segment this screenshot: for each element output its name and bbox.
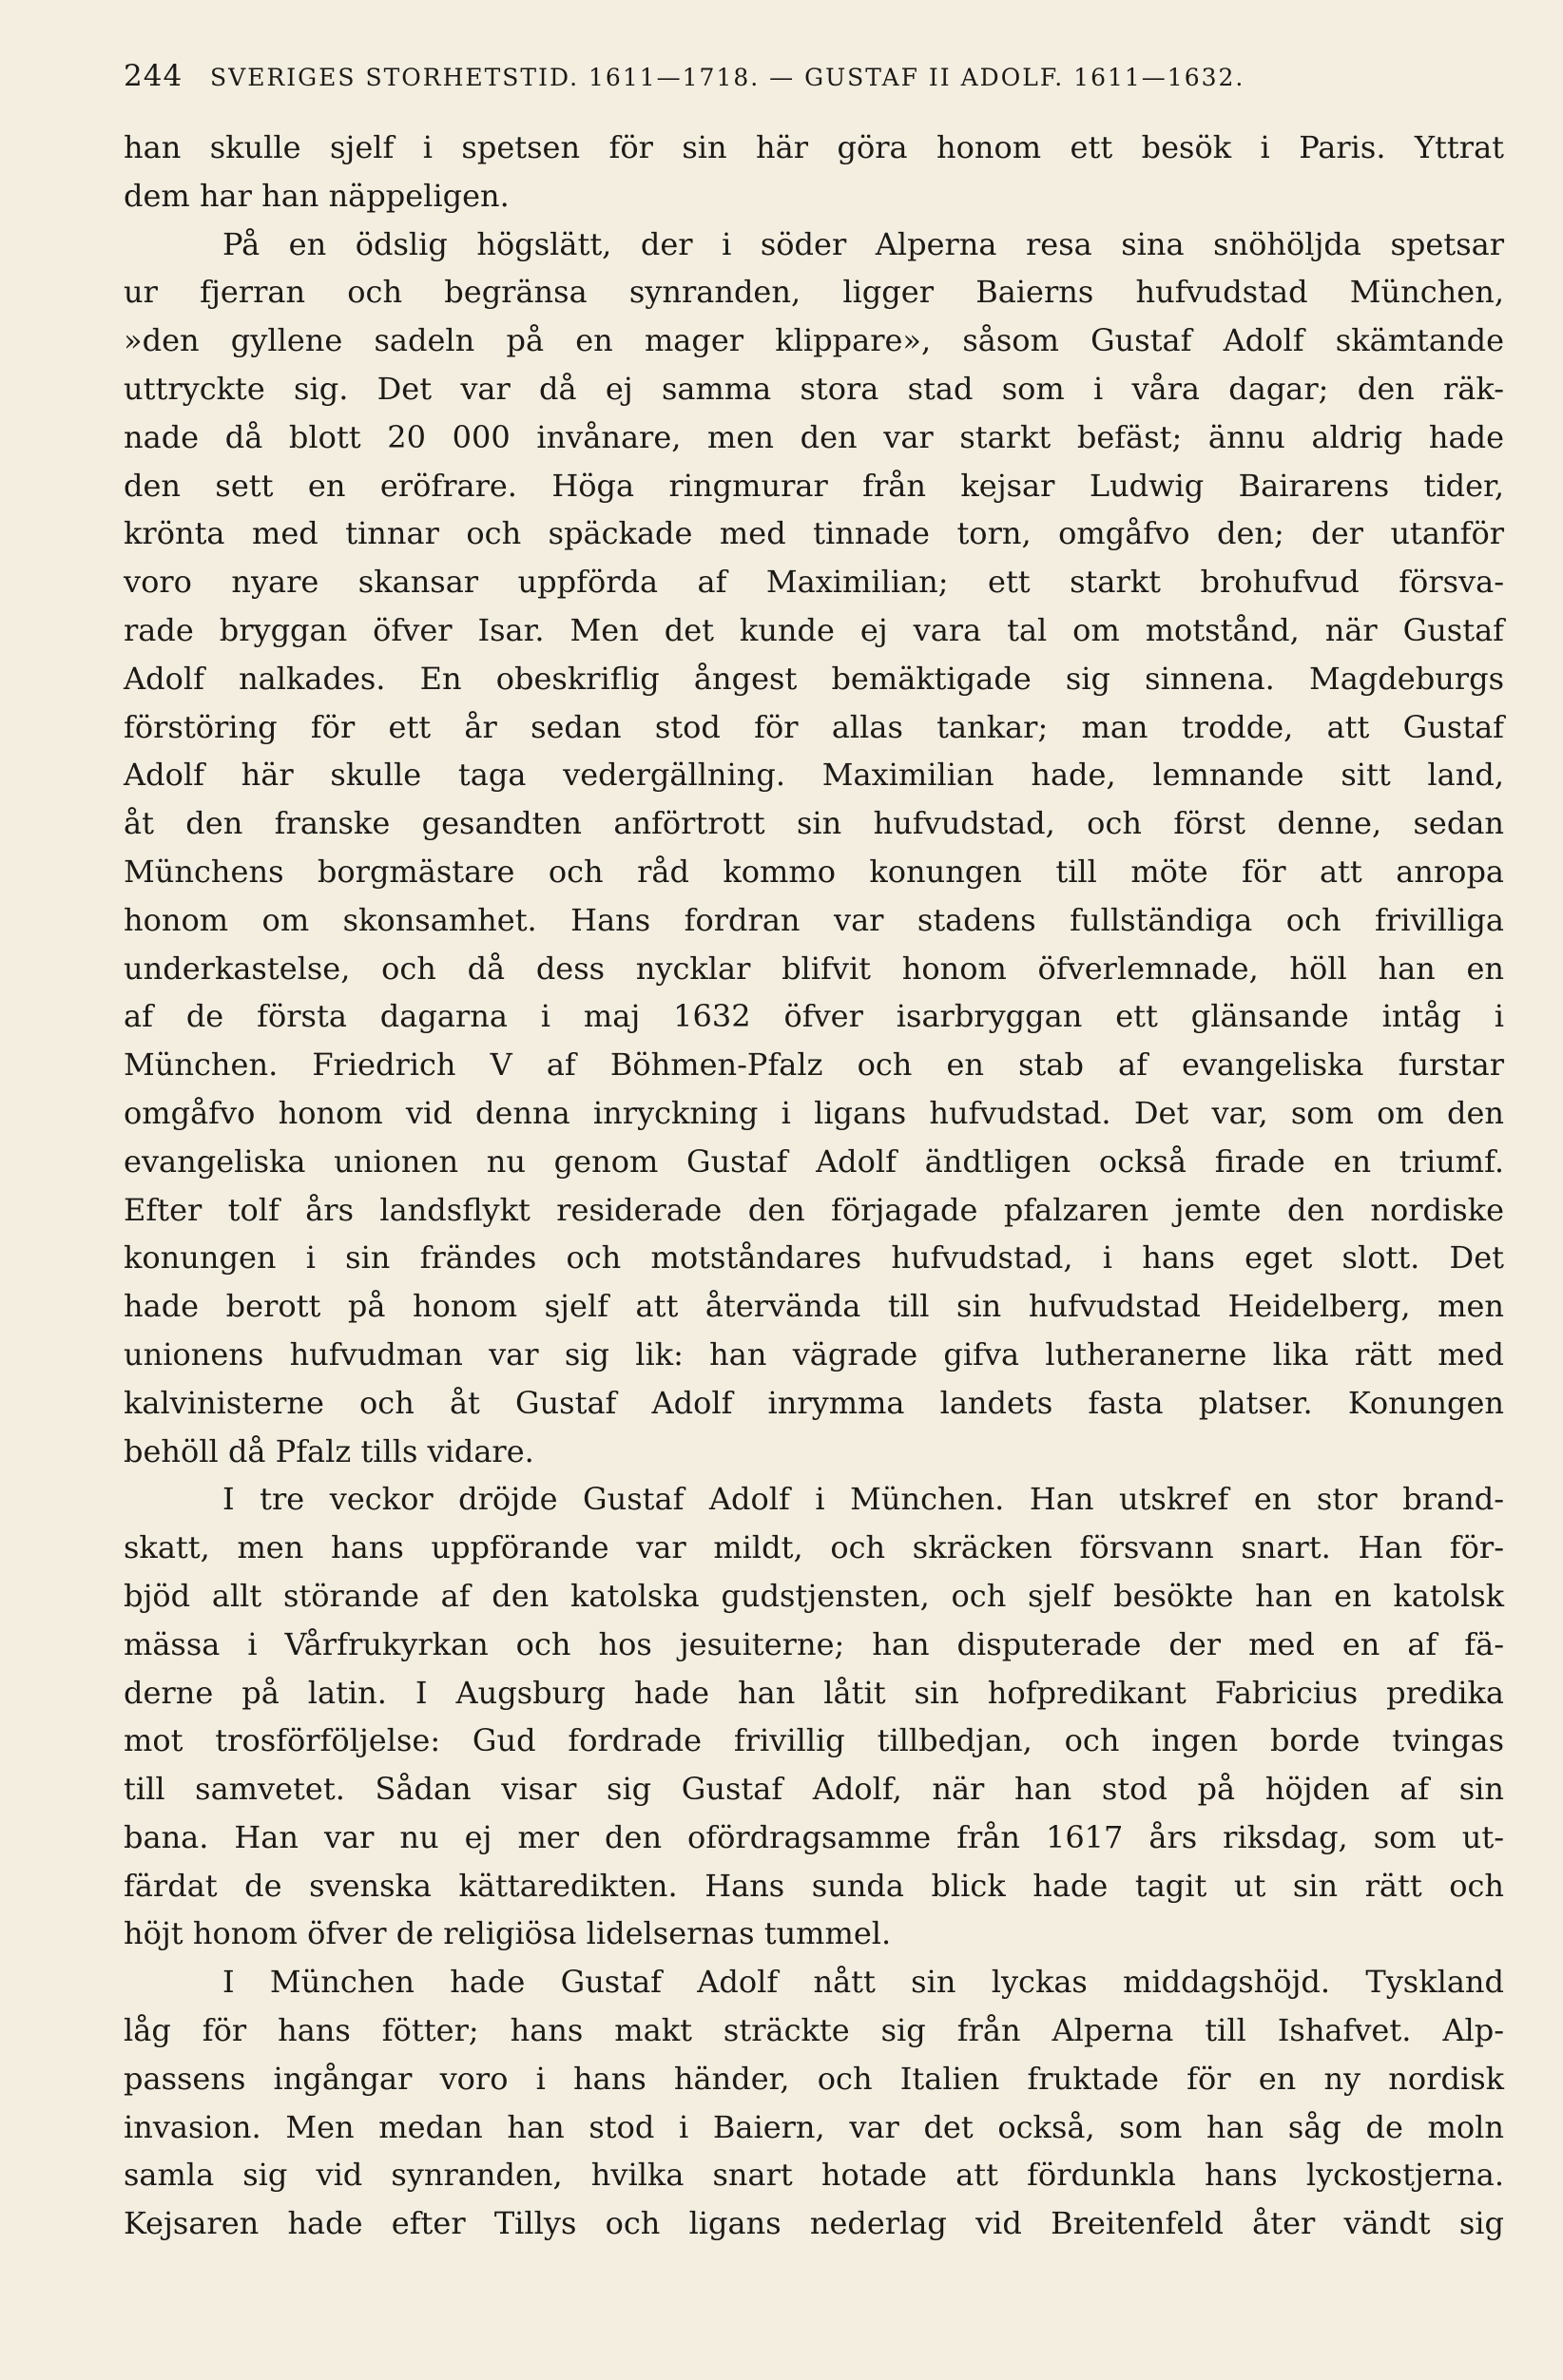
text-line: färdat de svenska kättaredikten. Hans sunda blick hade tagit ut sin rätt och [124, 1867, 1504, 1904]
text-line: förstöring för ett år sedan stod för allas tankar; man trodde, att Gustaf [124, 708, 1504, 745]
text-line: nade då blott 20 000 invånare, men den var starkt befäst; ännu aldrig hade [124, 418, 1504, 455]
text-line: honom om skonsamhet. Hans fordran var stadens fullständiga och frivilliga [124, 901, 1504, 938]
text-line: »den gyllene sadeln på en mager klippare», såsom Gustaf Adolf skämtande [124, 322, 1504, 359]
text-line: höjt honom öfver de religiösa lidelsernas tummel. [124, 1915, 892, 1952]
text-line: hade berott på honom sjelf att återvända till sin hufvudstad Heidelberg, men [124, 1288, 1504, 1325]
text-line: ur fjerran och begränsa synranden, ligger Baierns hufvudstad München, [124, 274, 1504, 311]
text-line: han skulle sjelf i spetsen för sin här göra honom ett besök i Paris. Yttrat [124, 129, 1504, 165]
text-line: konungen i sin frändes och motståndares hufvudstad, i hans eget slott. Det [124, 1239, 1504, 1276]
text-line: behöll då Pfalz tills vidare. [124, 1432, 534, 1469]
text-line: Kejsaren hade efter Tillys och ligans nederlag vid Breitenfeld åter vändt sig [124, 2205, 1504, 2242]
text-line: derne på latin. I Augsburg hade han låtit sin hofpredikant Fabricius predika [124, 1674, 1504, 1711]
text-line: evangeliska unionen nu genom Gustaf Adolf ändtligen också firade en triumf. [124, 1142, 1504, 1180]
text-line: bjöd allt störande af den katolska gudstjensten, och sjelf besökte han en katolsk [124, 1577, 1504, 1614]
text-line: På en ödslig högslätt, der i söder Alperna resa sina snöhöljda spetsar [222, 225, 1504, 262]
text-line: åt den franske gesandten anförtrott sin hufvudstad, och först denne, sedan [124, 805, 1504, 842]
running-title: SVERIGES STORHETSTID. 1611—1718. — GUSTAF II ADOLF. 1611—1632. [210, 64, 1245, 91]
text-line: invasion. Men medan han stod i Baiern, var det också, som han såg de moln [124, 2108, 1504, 2145]
running-head [124, 55, 1502, 97]
text-line: voro nyare skansar uppförda af Maximilian; ett starkt brohufvud försva- [124, 564, 1504, 601]
text-line: mot trosförföljelse: Gud fordrade frivillig tillbedjan, och ingen borde tvingas [124, 1722, 1504, 1759]
text-line: Adolf här skulle taga vedergällning. Maximilian hade, lemnande sitt land, [124, 757, 1504, 794]
text-line: af de första dagarna i maj 1632 öfver isarbryggan ett glänsande intåg i [124, 998, 1504, 1035]
text-line: skatt, men hans uppförande var mildt, och skräcken försvann snart. Han för- [124, 1529, 1504, 1566]
text-line: I tre veckor dröjde Gustaf Adolf i München. Han utskref en stor brand- [222, 1481, 1504, 1518]
text-line: passens ingångar voro i hans händer, och Italien fruktade för en ny nordisk [124, 2060, 1504, 2097]
text-line: dem har han näppeligen. [124, 177, 510, 214]
text-line: I München hade Gustaf Adolf nått sin lyckas middagshöjd. Tyskland [222, 1964, 1504, 2001]
text-line: låg för hans fötter; hans makt sträckte sig från Alperna till Ishafvet. Alp- [124, 2012, 1504, 2049]
text-line: uttryckte sig. Det var då ej samma stora stad som i våra dagar; den räk- [124, 370, 1504, 407]
text-line: till samvetet. Sådan visar sig Gustaf Adolf, när han stod på höjden af sin [124, 1771, 1504, 1808]
text-line: bana. Han var nu ej mer den ofördragsamme från 1617 års riksdag, som ut- [124, 1818, 1504, 1855]
text-line: rade bryggan öfver Isar. Men det kunde ej vara tal om motstånd, när Gustaf [124, 611, 1504, 648]
page-number: 244 [124, 59, 183, 93]
text-line: Efter tolf års landsflykt residerade den förjagade pfalzaren jemte den nordiske [124, 1191, 1504, 1228]
text-line: kalvinisterne och åt Gustaf Adolf inrymma landets fasta platser. Konungen [124, 1384, 1504, 1421]
text-line: krönta med tinnar och späckade med tinnade torn, omgåfvo den; der utanför [124, 515, 1504, 552]
text-line: mässa i Vårfrukyrkan och hos jesuiterne; han disputerade der med en af fä- [124, 1625, 1504, 1662]
text-line: samla sig vid synranden, hvilka snart hotade att fördunkla hans lyckostjerna. [124, 2157, 1504, 2194]
body-text [124, 124, 1504, 2248]
text-line: omgåfvo honom vid denna inryckning i ligans hufvudstad. Det var, som om den [124, 1094, 1504, 1131]
text-line: underkastelse, och då dess nycklar blifvit honom öfverlemnade, höll han en [124, 950, 1504, 987]
text-line: den sett en eröfrare. Höga ringmurar från kejsar Ludwig Bairarens tider, [124, 467, 1504, 504]
text-line: Münchens borgmästare och råd kommo konungen till möte för att anropa [124, 853, 1504, 890]
text-line: unionens hufvudman var sig lik: han vägrade gifva lutheranerne lika rätt med [124, 1335, 1504, 1372]
text-line: Adolf nalkades. En obeskriflig ångest bemäktigade sig sinnena. Magdeburgs [124, 660, 1504, 697]
text-line: München. Friedrich V af Böhmen-Pfalz och en stab af evangeliska furstar [124, 1046, 1504, 1084]
